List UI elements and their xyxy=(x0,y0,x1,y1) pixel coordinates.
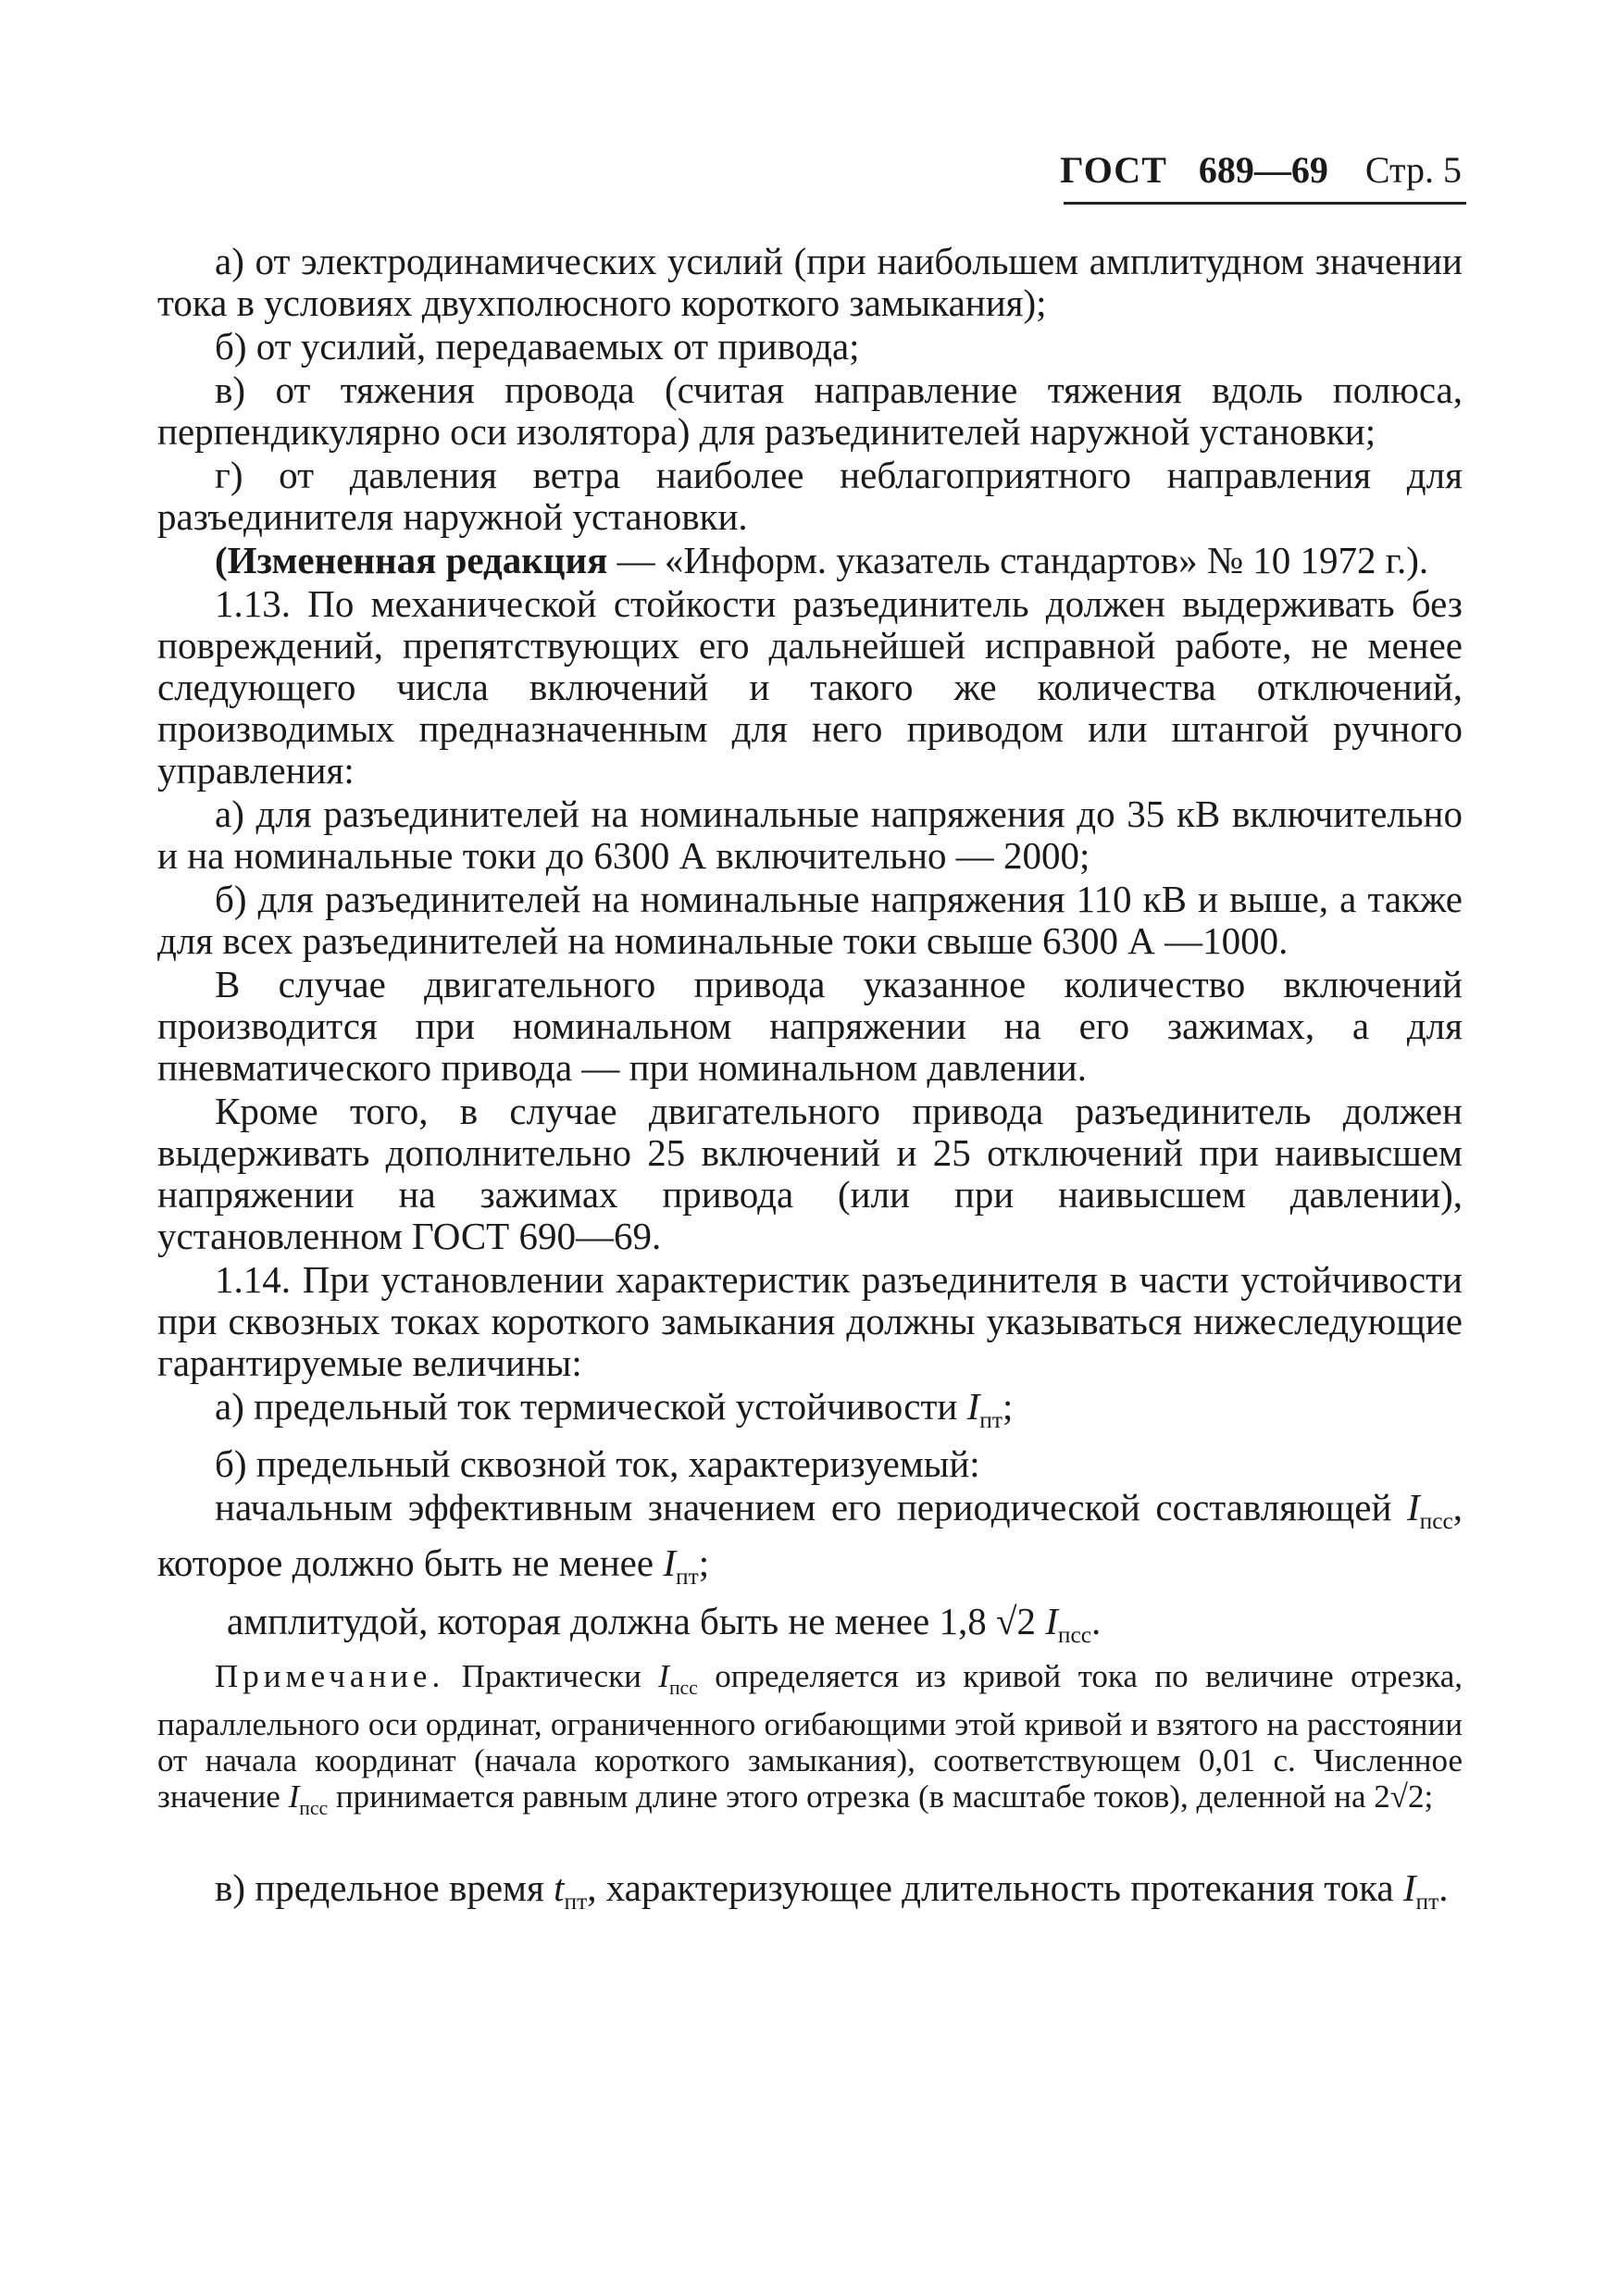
note-text-1: Практически xyxy=(444,1657,659,1694)
edition-note-bold: (Измененная редакция xyxy=(215,539,608,581)
subscript-pss: псс xyxy=(1419,1508,1453,1535)
item-b-drive: б) от усилий, передаваемых от привода; xyxy=(215,325,860,368)
note-title: Примечание. xyxy=(215,1657,445,1694)
subscript-pt: пт xyxy=(564,1888,588,1915)
additional-paragraph: Кроме того, в случае двигательного привода разъединитель должен выдерживать дополнительно 25 включений и 25 отключений при наивысшем напряжении на зажимах привода (или при наивысшем давлении), установленном ГОСТ 690—69. xyxy=(157,1090,1463,1257)
header-rule xyxy=(1064,202,1466,205)
initial-value-text: начальным эффективным значением его периодической составляющей xyxy=(215,1486,1407,1529)
clause-1-14-a-end: ; xyxy=(1002,1385,1014,1428)
standard-label: ГОСТ xyxy=(1060,149,1167,191)
page-number: Стр. 5 xyxy=(1364,149,1462,191)
clause-1-14-a xyxy=(157,1386,1463,1441)
note-text-3: принимается равным длине этого отрезка (в масштабе токов), деленной на 2√2; xyxy=(328,1778,1434,1815)
subscript-pss: псс xyxy=(299,1796,329,1819)
edition-note xyxy=(157,540,1463,581)
clause-1-14-initial-value xyxy=(157,1487,1463,1598)
limit-time-end: . xyxy=(1438,1866,1449,1909)
symbol-i: I xyxy=(1402,1866,1416,1909)
subscript-pt: пт xyxy=(675,1564,699,1591)
clause-1-14-c xyxy=(157,1867,1463,1923)
amplitude-text: амплитудой, которая должна быть не менее 1,8 √2 xyxy=(227,1599,1046,1642)
symbol-i: I xyxy=(663,1541,676,1585)
clause-1-13-b: б) для разъединителей на номинальные напряжения 110 кВ и выше, а также для всех разъединителей на номинальные токи свыше 6300 А —1000. xyxy=(157,878,1463,962)
clause-1-14: 1.14. При установлении характеристик разъединителя в части устойчивости при сквозных токах короткого замыкания должны указываться нижеследующие гарантируемые величины: xyxy=(157,1258,1463,1384)
initial-value-text-2: , которое должно быть не менее xyxy=(157,1486,1463,1585)
symbol-i: I xyxy=(966,1385,980,1428)
clause-1-13: 1.13. По механической стойкости разъединитель должен выдерживать без повреждений, препятствующих его дальнейшей исправной работе, не менее следующего числа включений и такого же количества отключений, производимых предназначенным для него приводом или штангой ручного управления: xyxy=(157,582,1463,792)
initial-value-end: ; xyxy=(698,1541,710,1585)
clause-1-14-amplitude xyxy=(157,1601,1463,1656)
amplitude-end: . xyxy=(1091,1599,1102,1642)
item-a-electrodynamic: а) от электродинамических усилий (при наибольшем амплитудном значении тока в условиях двухполюсного короткого замыкания); xyxy=(157,240,1463,324)
limit-time-text: в) предельное время xyxy=(215,1866,554,1909)
limit-time-text-2: , характеризующее длительность протекания тока xyxy=(587,1866,1403,1909)
subscript-pt: пт xyxy=(1415,1888,1439,1915)
item-c-wire-tension: в) от тяжения провода (считая направление тяжения вдоль полюса, перпендикулярно оси изолятора) для разъединителей наружной установки; xyxy=(157,368,1463,453)
item-d-wind: г) от давления ветра наиболее неблагоприятного направления для разъединителя наружной установки. xyxy=(157,454,1463,538)
subscript-pss: псс xyxy=(1057,1621,1092,1648)
page-header xyxy=(1060,148,1462,192)
note-text-2: определяется из кривой тока по величине отрезка, параллельного оси ординат, ограниченного огибающими этой кривой и взятого на расстоянии от начала координат (начала короткого замыкания), соответствующем 0,01 с. Численное значение xyxy=(157,1657,1463,1815)
clause-1-13-a: а) для разъединителей на номинальные напряжения до 35 кВ включительно и на номинальные токи до 6300 А включительно — 2000; xyxy=(157,792,1463,877)
clause-1-14-b: б) предельный сквозной ток, характеризуемый: xyxy=(215,1442,980,1486)
symbol-t: t xyxy=(554,1866,565,1909)
symbol-i: I xyxy=(288,1778,300,1815)
symbol-i: I xyxy=(658,1657,669,1694)
edition-note-rest: — «Информ. указатель стандартов» № 10 1972 г.). xyxy=(607,539,1429,581)
motor-drive-paragraph: В случае двигательного привода указанное количество включений производится при номинальном напряжении на его зажимах, а для пневматического привода — при номинальном давлении. xyxy=(157,963,1463,1089)
document-body xyxy=(157,241,1463,1925)
symbol-i: I xyxy=(1406,1486,1420,1529)
symbol-i: I xyxy=(1045,1599,1058,1642)
subscript-pss: псс xyxy=(668,1676,698,1699)
note-paragraph xyxy=(157,1658,1463,1827)
clause-1-14-a-text: а) предельный ток термической устойчивости xyxy=(215,1385,967,1428)
standard-number: 689—69 xyxy=(1198,149,1328,191)
subscript-pt: пт xyxy=(979,1407,1003,1434)
